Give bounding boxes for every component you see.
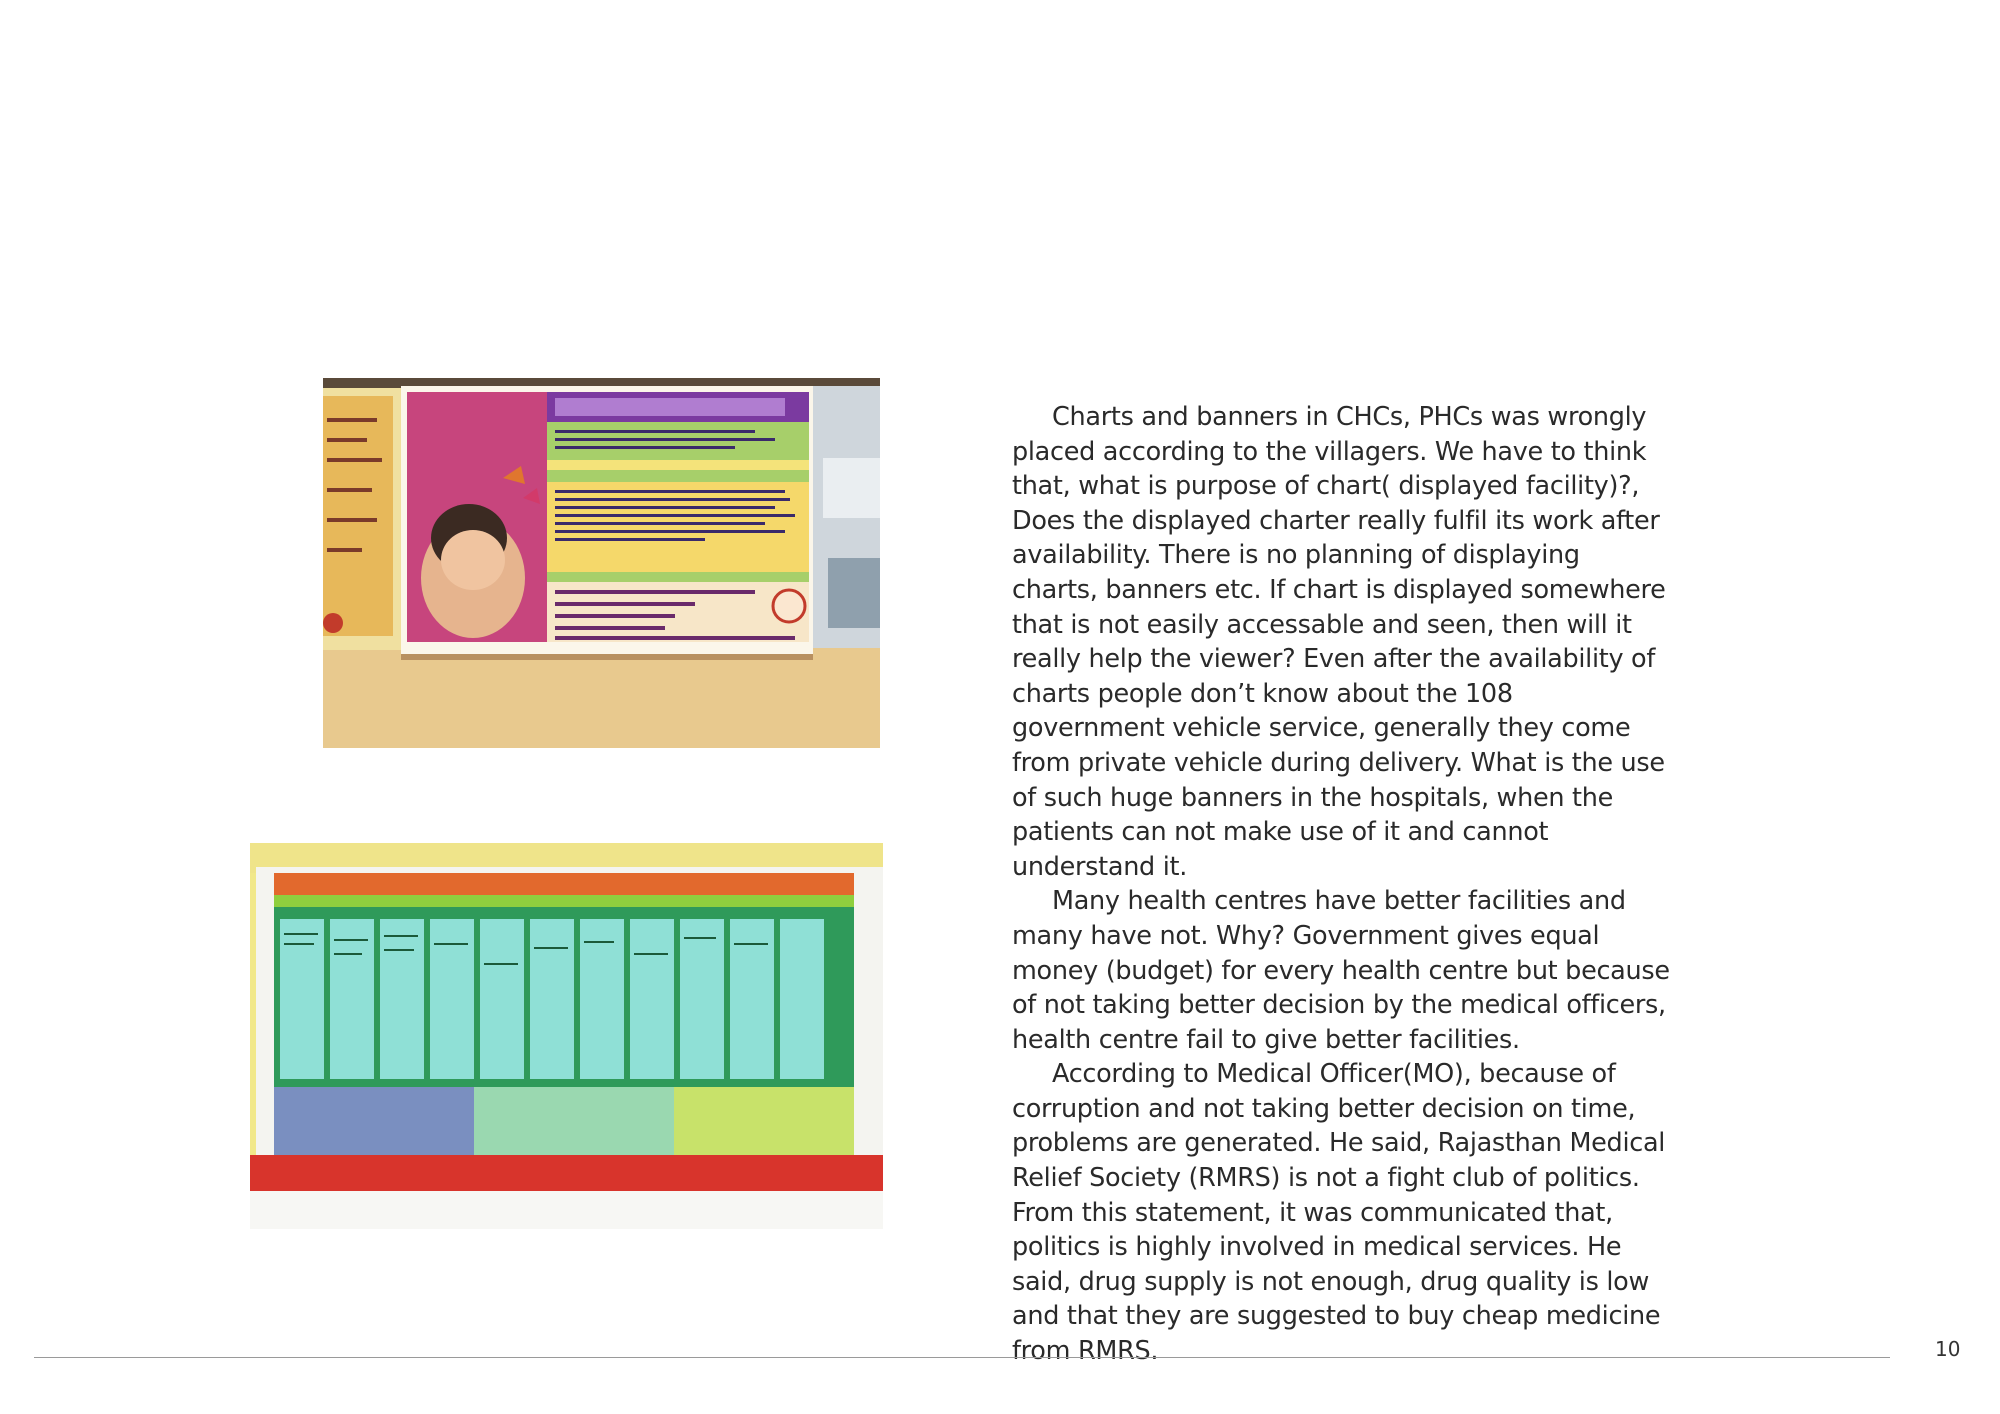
photo-scheme-poster bbox=[323, 378, 880, 748]
matrix-chart-image bbox=[250, 843, 883, 1229]
page-number: 10 bbox=[1935, 1337, 1961, 1361]
photo-matrix-chart bbox=[250, 843, 883, 1229]
footer-rule bbox=[34, 1357, 1890, 1358]
scheme-poster-image bbox=[323, 378, 880, 748]
paragraph-health-centres: Many health centres have better facilities and many have not. Why? Government gives equal money (budget) for every health centre but because of not taking better decision by the medical officers, health centre fail to give better facilities. bbox=[1012, 886, 1670, 1055]
paragraph-charts-banners: Charts and banners in CHCs, PHCs was wrongly placed according to the villagers. We have to think that, what is purpose of chart( displayed facility)?, Does the displayed charter really fulfil its work after availability. There is no planning of displaying charts, banners etc. If chart is displayed somewhere that is not easily accessable and seen, then will it really help the viewer? Even after the availability of charts people don’t know about the 108 government vehicle service, generally they come from private vehicle during delivery. What is the use of such huge banners in the hospitals, when the patients can not make use of it and cannot understand it. bbox=[1012, 402, 1666, 882]
paragraph-medical-officer: According to Medical Officer(MO), because of corruption and not taking better decision on time, problems are generated. He said, Rajasthan Medical Relief Society (RMRS) is not a fight club of politics. From this statement, it was communicated that, politics is highly involved in medical services. He said, drug supply is not enough, drug quality is low and that they are suggested to buy cheap medicine from RMRS. bbox=[1012, 1059, 1666, 1367]
body-text bbox=[1012, 400, 1672, 1369]
